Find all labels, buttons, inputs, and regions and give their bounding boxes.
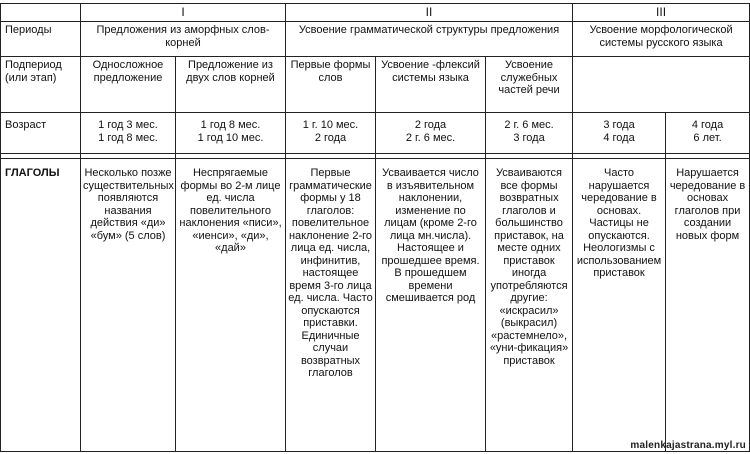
age-to: 6 лет. xyxy=(693,131,722,144)
period-3-numeral: III xyxy=(573,4,750,22)
age-from: 2 года xyxy=(414,119,447,131)
verbs-row xyxy=(1,159,750,452)
age-to: 2 г. 6 мес. xyxy=(405,131,456,144)
period-3-cell: Усвоение морфологической системы русского языка xyxy=(573,22,750,57)
verbs-cell: Неспрягаемые формы во 2-м лице ед. числа повелительного наклонения «писи», «иенси», «ди», «дай» xyxy=(176,159,286,452)
subperiods-label: Подпериод (или этап) xyxy=(1,57,81,113)
age-cell xyxy=(81,113,176,154)
verbs-label: ГЛАГОЛЫ xyxy=(1,159,81,452)
age-cell xyxy=(176,113,286,154)
age-from: 1 г. 10 мес. xyxy=(302,119,359,131)
age-cell xyxy=(486,113,573,154)
age-to: 4 года xyxy=(603,131,635,144)
periods-row xyxy=(1,22,750,57)
age-to: 3 года xyxy=(513,131,545,144)
period-1-numeral: I xyxy=(81,4,286,22)
age-to: 2 года xyxy=(314,131,347,144)
subperiod-cell: Первые формы слов xyxy=(286,57,376,113)
subperiod-cell: Усвоение служебных частей речи xyxy=(486,57,573,113)
periods-label: Периоды xyxy=(1,22,81,57)
age-cell xyxy=(666,113,750,154)
empty-corner xyxy=(1,4,81,22)
age-from: 4 года xyxy=(691,119,724,131)
verbs-cell: Часто нарушается чередование в основах. Частицы не опускаются. Неологизмы с использованием приставок xyxy=(573,159,666,452)
age-row xyxy=(1,113,750,154)
age-from: 3 года xyxy=(603,119,635,131)
roman-row xyxy=(1,4,750,22)
period-2-numeral: II xyxy=(286,4,573,22)
age-to: 1 год 10 мес. xyxy=(197,131,264,144)
verbs-cell: Усваивается число в изъявительном наклонении, изменение по лицам (кроме 2-го лица мн.числа). Настоящее и прошедшее время. В прошедшем времени смешивается род xyxy=(376,159,486,452)
age-from: 1 год 8 мес. xyxy=(200,119,261,131)
verbs-cell: Усваиваются все формы возвратных глаголов и большинство приставок, на месте одних приставок иногда употребляются другие: «искрасил» (выкрасил) «растемнело», «уни-фикация» приставок xyxy=(486,159,573,452)
subperiod-cell: Предложение из двух слов корней xyxy=(176,57,286,113)
age-label: Возраст xyxy=(1,113,81,154)
subperiod-cell-empty xyxy=(573,57,750,113)
age-from: 2 г. 6 мес. xyxy=(504,119,554,131)
subperiod-cell: Односложное предложение xyxy=(81,57,176,113)
subperiod-cell: Усвоение -флексий системы языка xyxy=(376,57,486,113)
age-cell xyxy=(286,113,376,154)
watermark: malenkajastrana.myl.ru xyxy=(630,440,746,451)
age-from: 1 год 3 мес. xyxy=(98,119,158,131)
age-cell xyxy=(376,113,486,154)
verbs-cell: Нарушается чередование в основах глаголов при создании новых форм xyxy=(666,159,750,452)
period-2-cell: Усвоение грамматической структуры предложения xyxy=(286,22,573,57)
subperiods-row xyxy=(1,57,750,113)
period-1-cell: Предложения из аморфных слов-корней xyxy=(81,22,286,57)
age-to: 1 год 8 мес. xyxy=(98,131,158,144)
verbs-cell: Первые грамматические формы у 18 глаголов: повелительное наклонение 2-го лица ед. числа, инфинитив, настоящее время 3-го лица ед. числа. Часто опускаются приставки. Единичные случаи возвратных глаголов xyxy=(286,159,376,452)
age-cell xyxy=(573,113,666,154)
speech-development-table xyxy=(0,3,750,452)
verbs-cell: Несколько позже существительных появляются названия действия «ди» «бум» (5 слов) xyxy=(81,159,176,452)
